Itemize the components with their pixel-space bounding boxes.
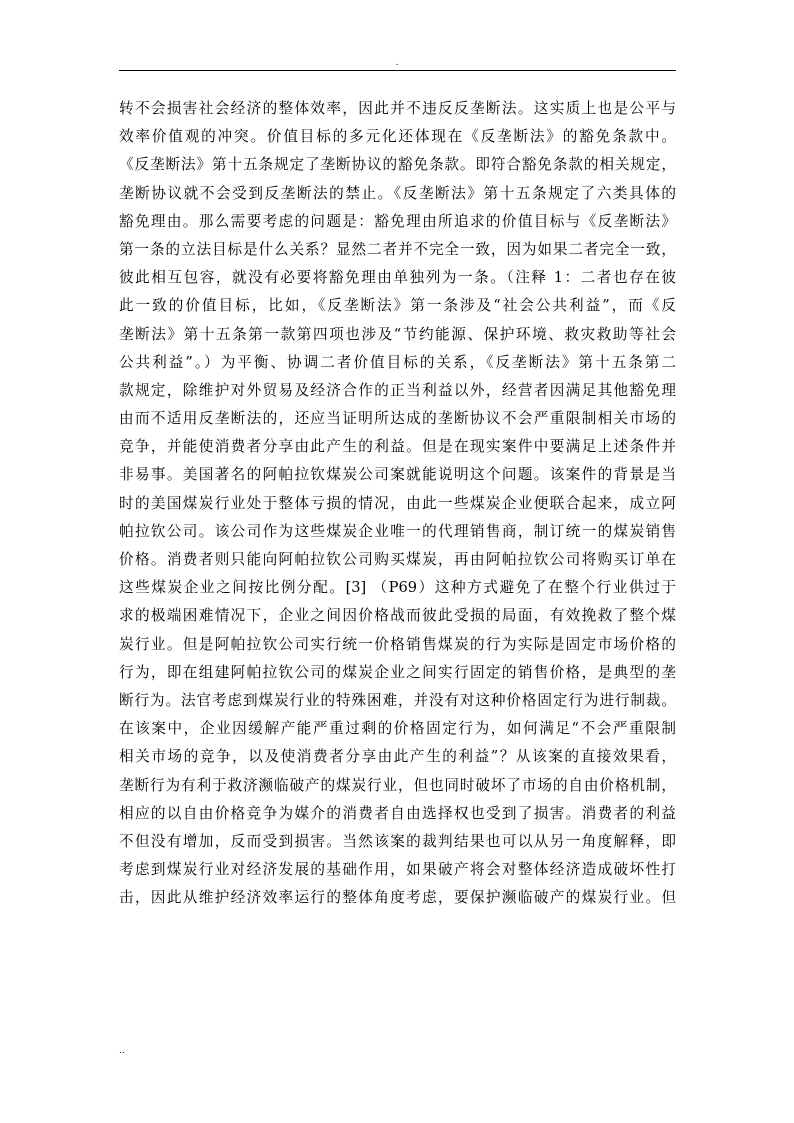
text-line: 断行为。法官考虑到煤炭行业的特殊困难，并没有对这种价格固定行为进行制裁。 <box>119 691 676 709</box>
header-mark: . <box>395 58 399 68</box>
text-line: 《反垄断法》第十五条规定了垄断协议的豁免条款。即符合豁免条款的相关规定， <box>119 156 676 174</box>
text-line: 这些煤炭企业之间按比例分配。[3] （P69）这种方式避免了在整个行业供过于 <box>119 579 676 597</box>
text-line: 非易事。美国著名的阿帕拉钦煤炭公司案就能说明这个问题。该案件的背景是当 <box>119 466 676 484</box>
text-line: 彼此相互包容，就没有必要将豁免理由单独列为一条。（注释 1：二者也存在彼 <box>119 269 676 287</box>
text-line: 转不会损害社会经济的整体效率，因此并不违反反垄断法。这实质上也是公平与 <box>119 100 676 117</box>
text-line: 豁免理由。那么需要考虑的问题是：豁免理由所追求的价值目标与《反垄断法》 <box>119 212 676 230</box>
footer-mark: .. <box>119 1046 125 1056</box>
text-line: 求的极端困难情况下，企业之间因价格战而彼此受损的局面，有效挽救了整个煤 <box>119 607 676 625</box>
text-line: 时的美国煤炭行业处于整体亏损的情况，由此一些煤炭企业便联合起来，成立阿 <box>119 494 676 512</box>
text-line: 相应的以自由价格竞争为媒介的消费者自由选择权也受到了损害。消费者的利益 <box>119 804 676 822</box>
text-line: 由而不适用反垄断法的，还应当证明所达成的垄断协议不会严重限制相关市场的 <box>119 410 676 428</box>
text-line: 垄断协议就不会受到反垄断法的禁止。《反垄断法》第十五条规定了六类具体的 <box>119 184 676 202</box>
text-line: 行为，即在组建阿帕拉钦公司的煤炭企业之间实行固定的销售价格，是典型的垄 <box>119 663 676 681</box>
text-line: 第一条的立法目标是什么关系？显然二者并不完全一致，因为如果二者完全一致， <box>119 240 676 258</box>
text-line: 帕拉钦公司。该公司作为这些煤炭企业唯一的代理销售商，制订统一的煤炭销售 <box>119 522 676 540</box>
text-line: 效率价值观的冲突。价值目标的多元化还体现在《反垄断法》的豁免条款中。 <box>119 128 676 146</box>
text-line: 考虑到煤炭行业对经济发展的基础作用，如果破产将会对整体经济造成破坏性打 <box>119 861 676 879</box>
text-line: 垄断行为有利于救济濒临破产的煤炭行业，但也同时破坏了市场的自由价格机制， <box>119 776 676 794</box>
text-line: 竞争，并能使消费者分享由此产生的利益。但是在现实案件中要满足上述条件并 <box>119 438 676 456</box>
text-line: 款规定，除维护对外贸易及经济合作的正当利益以外，经营者因满足其他豁免理 <box>119 381 676 399</box>
body-text <box>119 95 676 912</box>
text-line: 此一致的价值目标，比如，《反垄断法》第一条涉及“社会公共利益”，而《反 <box>119 297 676 315</box>
text-line: 垄断法》第十五条第一款第四项也涉及“节约能源、保护环境、救灾救助等社会 <box>119 325 676 343</box>
text-line: 公共利益”。）为平衡、协调二者价值目标的关系，《反垄断法》第十五条第二 <box>119 353 676 371</box>
text-line: 相关市场的竞争，以及使消费者分享由此产生的利益”？从该案的直接效果看， <box>119 748 676 766</box>
text-line: 炭行业。但是阿帕拉钦公司实行统一价格销售煤炭的行为实际是固定市场价格的 <box>119 635 676 653</box>
header-rule <box>119 70 676 71</box>
text-line: 不但没有增加，反而受到损害。当然该案的裁判结果也可以从另一角度解释，即 <box>119 832 676 850</box>
text-line: 价格。消费者则只能向阿帕拉钦公司购买煤炭，再由阿帕拉钦公司将购买订单在 <box>119 551 676 568</box>
text-line: 击，因此从维护经济效率运行的整体角度考虑，要保护濒临破产的煤炭行业。但 <box>119 889 676 907</box>
text-line: 在该案中，企业因缓解产能严重过剩的价格固定行为，如何满足“不会严重限制 <box>119 720 676 738</box>
